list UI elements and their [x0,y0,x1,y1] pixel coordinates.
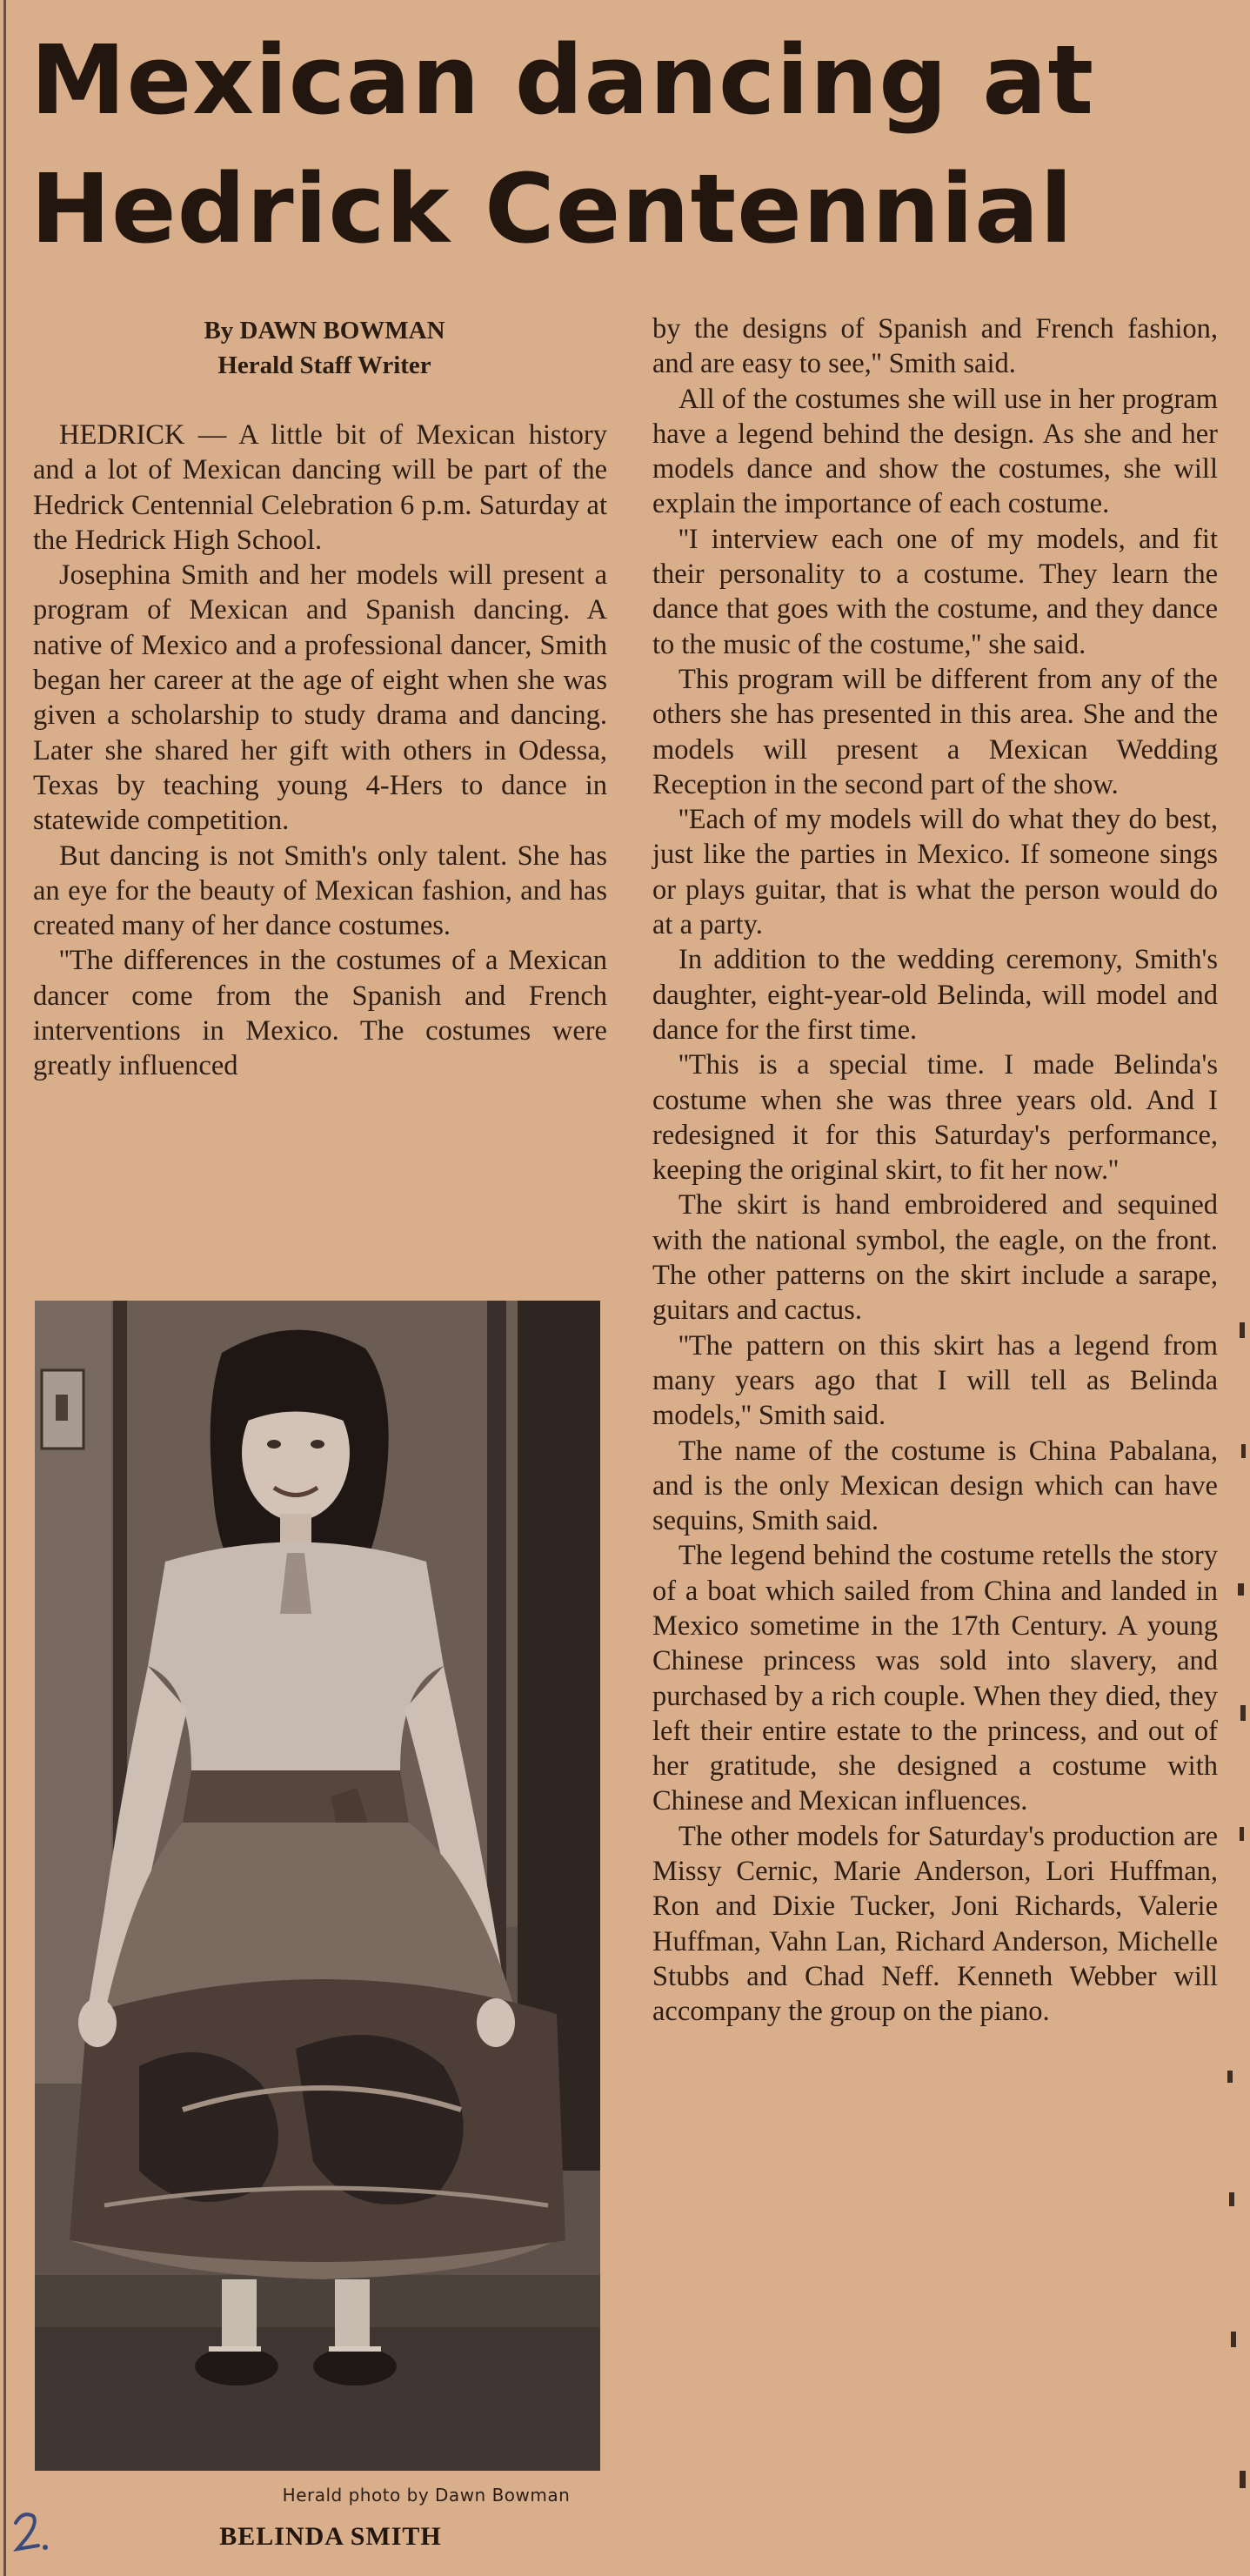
paragraph: ''This is a special time. I made Belinda's costume when she was three years old. And I redesigned it for this Saturday's performance, keeping the original skirt, to fit her now.'' [652,1049,1218,1187]
left-column-rule [3,0,6,2576]
byline-title: Herald Staff Writer [217,351,431,379]
photo-illustration [35,1301,600,2471]
paragraph: But dancing is not Smith's only talent. She has an eye for the beauty of Mexican fashion, and has created many of her dance costumes. [33,840,607,942]
paragraph: ''I interview each one of my models, and fit their personality to a costume. They learn the dance that goes with the costume, and they dance to the music of the costume,'' she said. [652,523,1218,660]
headline-line-2: Hedrick Centennial [30,153,1074,264]
paragraph: HEDRICK — A little bit of Mexican history and a lot of Mexican dancing will be part of the Hedrick Centennial Celebration 6 p.m. Saturday at the Hedrick High School. [33,419,607,556]
byline-author: By DAWN BOWMAN [204,317,445,345]
paragraph: ''Each of my models will do what they do best, just like the parties in Mexico. If someone sings or plays guitar, that is what the person would do at a party. [652,804,1218,941]
byline [59,313,590,383]
paragraph: The legend behind the costume retells the story of a boat which sailed from China and landed in Mexico sometime in the 17th Century. A young Chinese princess was sold into slavery, and purchased by a rich couple. When they died, they left their entire estate to the princess, and out of her gratitude, she designed a costume with Chinese and Mexican influences. [652,1540,1218,1817]
paragraph: In addition to the wedding ceremony, Smith's daughter, eight-year-old Belinda, will model and dance for the first time. [652,944,1218,1046]
headline [30,16,1222,273]
paragraph: The name of the costume is China Pabalana, and is the only Mexican design which can have sequins, Smith said. [652,1435,1218,1537]
paragraph: ''The pattern on this skirt has a legend from many years ago that I will tell as Belinda models,'' Smith said. [652,1329,1218,1432]
paragraph: The skirt is hand embroidered and sequined with the national symbol, the eagle, on the front. The other patterns on the skirt include a sarape, guitars and cactus. [652,1189,1218,1327]
paragraph: All of the costumes she will use in her program have a legend behind the design. As she and her models dance and show the costumes, she will explain the importance of each costume. [652,383,1218,520]
photo-credit: Herald photo by Dawn Bowman [282,2485,571,2506]
headline-line-1: Mexican dancing at [30,24,1095,136]
paragraph: by the designs of Spanish and French fashion, and are easy to see,'' Smith said. [652,313,1218,380]
news-photo [35,1301,600,2471]
article-column-left [33,418,607,1084]
paragraph: The other models for Saturday's production are Missy Cernic, Marie Anderson, Lori Huffman, Ron and Dixie Tucker, Joni Richards, Valerie Huffman, Vahn Lan, Richard Anderson, Michelle Stubbs and Chad Neff. Kenneth Webber will accompany the group on the piano. [652,1820,1218,2028]
adjacent-column-bleed [1222,1218,1250,2523]
handwritten-mark-icon [7,2504,54,2556]
photo-caption: BELINDA SMITH [219,2522,442,2551]
article-column-right [652,311,1218,2030]
paragraph: This program will be different from any of the others she has presented in this area. She and the models will present a Mexican Wedding Reception in the second part of the show. [652,663,1218,800]
paragraph: Josephina Smith and her models will present a program of Mexican and Spanish dancing. A native of Mexico and a professional dancer, Smith began her career at the age of eight when she was given a scholarship to study drama and dancing. Later she shared her gift with others in Odessa, Texas by teaching young 4-Hers to dance in statewide competition. [33,559,607,837]
paragraph: ''The differences in the costumes of a Mexican dancer come from the Spanish and French interventions in Mexico. The costumes were greatly influenced [33,945,607,1082]
